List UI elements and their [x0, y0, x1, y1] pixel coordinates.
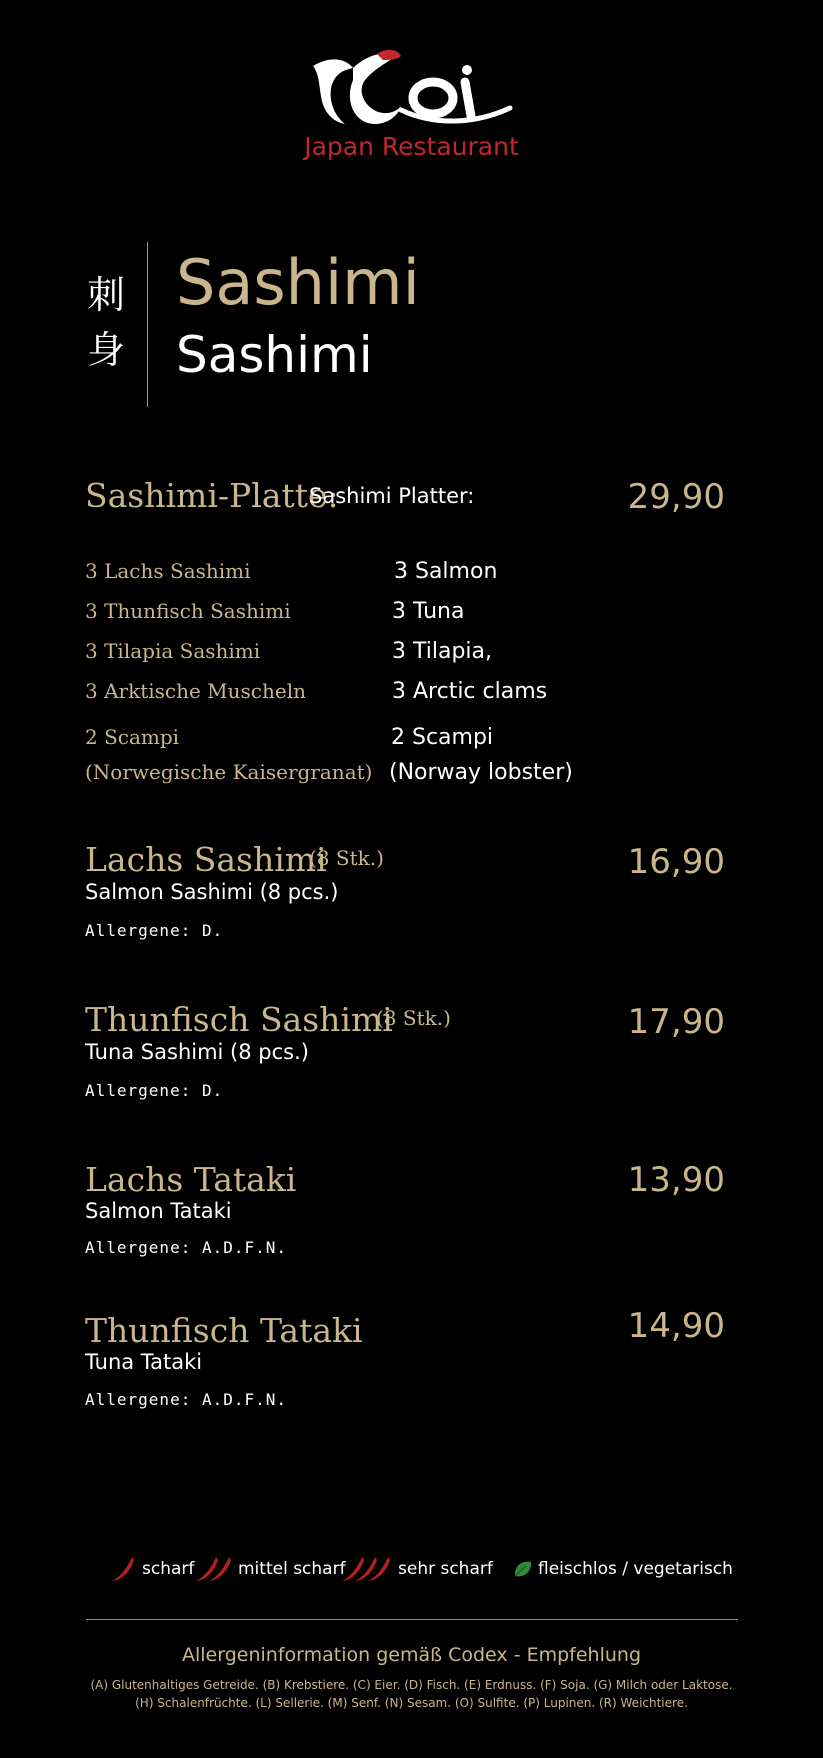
kanji-heading — [86, 268, 126, 378]
item-allergens: Allergene: A.D.F.N. — [85, 1238, 288, 1257]
section-title-en: Sashimi — [176, 326, 373, 384]
legend-label-sehr-scharf: sehr scharf — [398, 1559, 493, 1579]
legend-scharf — [108, 1554, 194, 1584]
legend-sehr-scharf — [340, 1554, 493, 1584]
item-price: 16,90 — [627, 842, 725, 882]
item-name-en: Salmon Sashimi (8 pcs.) — [85, 880, 339, 904]
item-qty-de: (8 Stk.) — [376, 1006, 451, 1030]
platter-name-de: Sashimi-Platte: — [85, 476, 339, 515]
item-name-en: Salmon Tataki — [85, 1199, 232, 1223]
item-price: 17,90 — [627, 1002, 725, 1042]
item-name-de: Thunfisch Sashimi — [85, 1000, 393, 1039]
legend-label-scharf: scharf — [142, 1559, 195, 1579]
platter-component-de: (Norwegische Kaisergranat) — [85, 760, 373, 784]
platter-component-en: 3 Arctic clams — [392, 679, 548, 704]
item-name-de: Lachs Sashimi — [85, 840, 327, 879]
footer-divider — [86, 1619, 738, 1620]
platter-component-de: 3 Lachs Sashimi — [85, 559, 251, 583]
item-qty-de: (8 Stk.) — [309, 846, 384, 870]
koi-logo-mark — [305, 48, 515, 130]
legend-label-mittel-scharf: mittel scharf — [238, 1559, 346, 1579]
platter-price: 29,90 — [627, 477, 725, 517]
legend-label-vegetarisch: fleischlos / vegetarisch — [538, 1559, 733, 1579]
platter-component-de: 3 Arktische Muscheln — [85, 679, 306, 703]
spice-legend — [0, 1554, 823, 1588]
platter-component-en: (Norway lobster) — [389, 760, 573, 785]
legend-vegetarisch — [512, 1554, 733, 1584]
platter-component-en: 3 Tuna — [392, 599, 465, 624]
heading-divider — [147, 242, 148, 407]
triple-chili-icon — [340, 1554, 394, 1584]
platter-component-de: 3 Thunfisch Sashimi — [85, 599, 291, 623]
double-chili-icon — [194, 1554, 234, 1584]
section-title-de: Sashimi — [176, 246, 420, 319]
restaurant-logo — [0, 48, 823, 168]
item-allergens: Allergene: D. — [85, 921, 224, 940]
platter-component-de: 2 Scampi — [85, 725, 180, 749]
item-allergens: Allergene: D. — [85, 1081, 224, 1100]
platter-component-en: 2 Scampi — [391, 725, 494, 750]
allergen-info-line: (A) Glutenhaltiges Getreide. (B) Krebstiere. (C) Eier. (D) Fisch. (E) Erdnuss. (F) Soja. (G) Milch oder Laktose. — [90, 1678, 733, 1692]
item-price: 13,90 — [627, 1160, 725, 1200]
item-price: 14,90 — [627, 1306, 725, 1346]
kanji-top: 刺 — [86, 273, 125, 317]
item-name-en: Tuna Sashimi (8 pcs.) — [85, 1040, 309, 1064]
item-allergens: Allergene: A.D.F.N. — [85, 1390, 288, 1409]
legend-mittel-scharf — [194, 1554, 346, 1584]
kanji-bottom: 身 — [86, 328, 125, 372]
item-name-de: Lachs Tataki — [85, 1160, 297, 1199]
allergen-info-title: Allergeninformation gemäß Codex - Empfehlung — [181, 1644, 642, 1666]
allergen-info-line: (H) Schalenfrüchte. (L) Sellerie. (M) Senf. (N) Sesam. (O) Sulfite. (P) Lupinen. (R) Weichtiere. — [135, 1696, 688, 1710]
logo-subtitle: Japan Restaurant — [304, 132, 519, 161]
item-name-de: Thunfisch Tataki — [85, 1311, 363, 1350]
platter-component-en: 3 Tilapia, — [392, 639, 493, 664]
platter-component-en: 3 Salmon — [394, 559, 498, 584]
item-name-en: Tuna Tataki — [85, 1350, 203, 1374]
platter-component-de: 3 Tilapia Sashimi — [85, 639, 261, 663]
platter-name-en: Sashimi Platter: — [309, 484, 475, 508]
leaf-icon — [512, 1554, 534, 1584]
chili-icon — [108, 1554, 138, 1584]
